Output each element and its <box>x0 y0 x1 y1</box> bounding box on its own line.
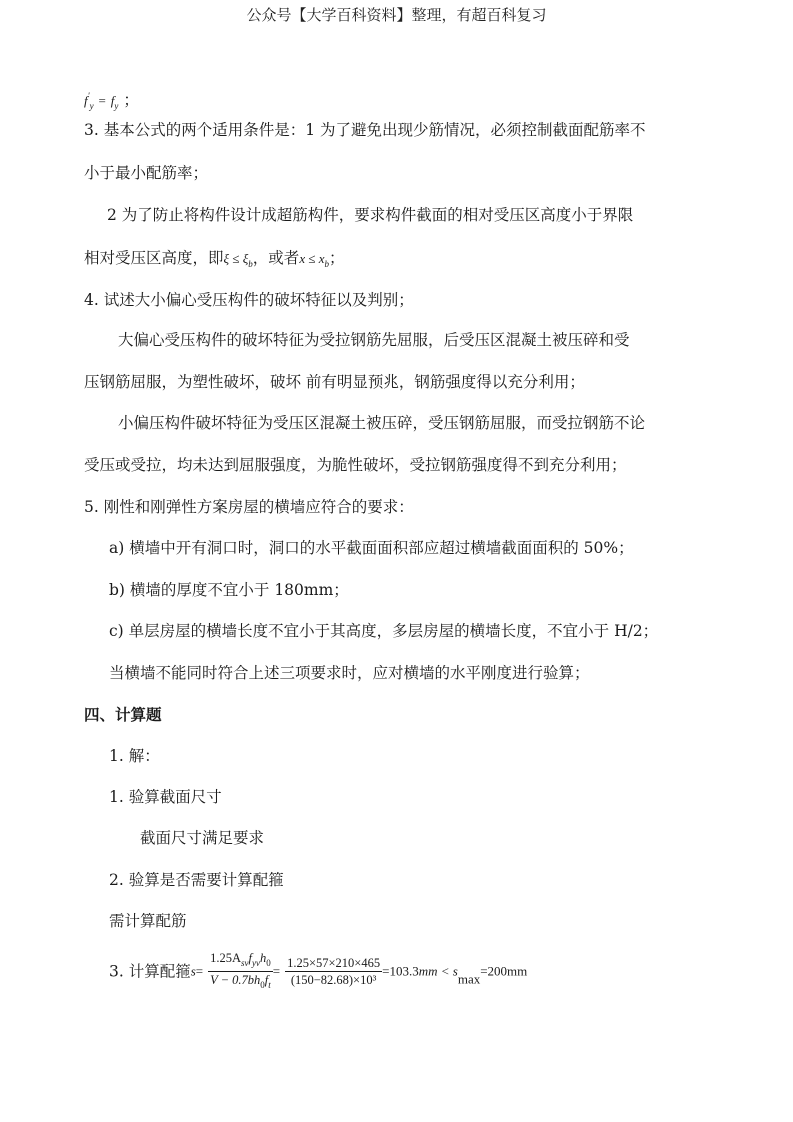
formula-eq-2: = <box>272 963 281 979</box>
fraction1-denominator <box>208 972 273 993</box>
formula-fy-equal <box>84 86 139 116</box>
q3-line4 <box>84 248 345 274</box>
formula-eq-1: = <box>195 963 204 979</box>
q4-p1-line1: 大偏心受压构件的破坏特征为受拉钢筋先屈服，后受压区混凝土被压碎和受 <box>118 331 630 349</box>
spacing-result: =103.3 <box>382 963 419 979</box>
formula-lhs-sub: y <box>89 101 94 111</box>
formula-rhs-sub: y <box>114 101 119 111</box>
x-condition-sub: b <box>324 259 329 269</box>
q3-line2: 小于最小配筋率； <box>84 164 209 182</box>
step3-line <box>109 950 527 997</box>
f1-num-f: f <box>248 951 252 965</box>
q5-item-b: b) 横墙的厚度不宜小于 180mm； <box>109 581 349 599</box>
f1-num-sub1: sv <box>241 958 249 968</box>
f1-den: V − 0.7bh <box>210 973 261 987</box>
q4-title: 4. 试述大小偏心受压构件的破坏特征以及判别； <box>84 291 414 309</box>
f1-num-sub2: yv <box>252 958 260 968</box>
q5-title: 5. 刚性和刚弹性方案房屋的横墙应符合的要求： <box>84 498 414 516</box>
q4-p2-line2: 受压或受拉，均未达到屈服强度，为脆性破坏，受拉钢筋强度得不到充分利用； <box>84 456 627 474</box>
f1-den-sub: 0 <box>260 980 265 990</box>
max-spacing-compare: < s <box>437 963 458 979</box>
max-spacing-value: =200mm <box>480 963 528 979</box>
formula-eq: = <box>98 93 106 108</box>
q3-line4-mid: ，或者 <box>252 249 300 267</box>
section4-title: 四、计算题 <box>84 706 162 724</box>
fraction2-denominator: (150−82.68)×10³ <box>290 973 377 987</box>
fraction2-numerator: 1.25×57×210×465 <box>287 956 381 970</box>
step1-result: 截面尺寸满足要求 <box>140 829 265 847</box>
q3-line4-prefix: 相对受压区高度，即 <box>84 249 224 267</box>
step3-label: 3. 计算配箍 <box>109 962 191 981</box>
spacing-symbol: s <box>190 963 196 979</box>
q3-line1: 3. 基本公式的两个适用条件是：1 为了避免出现少筋情况，必须控制截面配筋率不 <box>84 121 646 139</box>
q3-line3: 2 为了防止将构件设计成超筋构件，要求构件截面的相对受压区高度小于界限 <box>107 206 634 224</box>
f1-num-a: 1.25A <box>210 951 242 965</box>
formula-lhs-sup: ' <box>87 91 90 101</box>
q4-p1-line2: 压钢筋屈服，为塑性破坏，破坏 前有明显预兆，钢筋强度得以充分利用； <box>84 373 585 391</box>
x-condition: x ≤ x <box>299 251 325 266</box>
fraction1-numerator <box>208 950 273 972</box>
xi-condition: ξ ≤ ξ <box>223 251 249 266</box>
page-header: 公众号【大学百科资料】整理，有超百科复习 <box>246 6 547 24</box>
spacing-formula-fraction <box>208 950 273 993</box>
f1-den-sub2: t <box>268 980 271 990</box>
formula-end: ； <box>123 91 139 109</box>
formula-lhs: f <box>84 93 88 108</box>
f1-num-h: h <box>260 951 267 965</box>
f1-num-sub3: 0 <box>266 958 271 968</box>
step2-label: 2. 验算是否需要计算配箍 <box>109 871 284 889</box>
q3-line4-end: ； <box>329 249 345 267</box>
xi-condition-sub: b <box>248 259 253 269</box>
q4-p2-line1: 小偏压构件破坏特征为受压区混凝土被压碎，受压钢筋屈服，而受拉钢筋不论 <box>118 414 646 432</box>
q5-item-c: c) 单层房屋的横墙长度不宜小于其高度，多层房屋的横墙长度，不宜小于 H/2； <box>109 622 659 640</box>
q5-item-a: a) 横墙中开有洞口时，洞口的水平截面面积部应超过横墙截面面积的 50%； <box>109 539 634 557</box>
step1-label: 1. 验算截面尺寸 <box>109 788 222 806</box>
f1-den-f: f <box>264 973 269 987</box>
step2-result: 需计算配筋 <box>109 912 187 930</box>
spacing-unit: mm <box>418 963 438 979</box>
formula-rhs: f <box>110 93 115 108</box>
numeric-fraction <box>285 955 382 988</box>
max-spacing-sub: max <box>457 971 481 987</box>
q5-note: 当横墙不能同时符合上述三项要求时，应对横墙的水平刚度进行验算； <box>109 664 590 682</box>
solution-label: 1. 解： <box>109 747 160 765</box>
